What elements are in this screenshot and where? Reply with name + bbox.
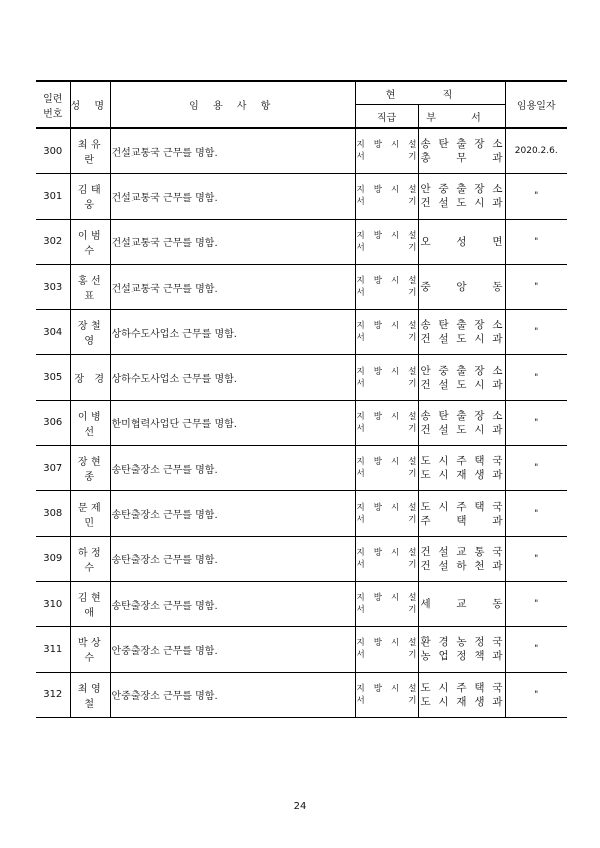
appointment-text: 안중출장소 근무를 명함. xyxy=(110,627,355,672)
department-cell: 도 시 주 택 국 도 시 재 생 과 xyxy=(418,446,505,491)
department-cell: 환 경 농 정 국 농 업 정 책 과 xyxy=(418,627,505,672)
person-name: 이범수 xyxy=(70,219,110,264)
appointment-date: " xyxy=(505,310,567,355)
appointment-date: 2020.2.6. xyxy=(505,128,567,174)
appointment-date: " xyxy=(505,536,567,581)
serial-number: 301 xyxy=(36,174,70,219)
table-row xyxy=(36,672,567,717)
serial-header: 일련 번호 xyxy=(36,81,70,128)
appointment-date: " xyxy=(505,581,567,626)
department-cell: 송 탄 출 장 소 건 설 도 시 과 xyxy=(418,400,505,445)
appointment-date: " xyxy=(505,446,567,491)
appointment-text: 건설교통국 근무를 명함. xyxy=(110,219,355,264)
appointment-text: 송탄출장소 근무를 명함. xyxy=(110,536,355,581)
person-name: 장 경 xyxy=(70,355,110,400)
person-name: 박상수 xyxy=(70,627,110,672)
serial-number: 309 xyxy=(36,536,70,581)
table-row xyxy=(36,355,567,400)
appointment-date: " xyxy=(505,627,567,672)
serial-number: 311 xyxy=(36,627,70,672)
table-row xyxy=(36,491,567,536)
grade-cell: 지 방 시 설 서 기 xyxy=(355,264,418,309)
current-position-header: 현 직 xyxy=(355,81,505,105)
person-name: 이병선 xyxy=(70,400,110,445)
grade-cell: 지 방 시 설 서 기 xyxy=(355,219,418,264)
name-header: 성 명 xyxy=(70,81,110,128)
serial-number: 308 xyxy=(36,491,70,536)
table-row xyxy=(36,310,567,355)
appointment-text: 한미협력사업단 근무를 명함. xyxy=(110,400,355,445)
appointment-date: " xyxy=(505,264,567,309)
appointment-text: 건설교통국 근무를 명함. xyxy=(110,174,355,219)
person-name: 하정수 xyxy=(70,536,110,581)
appointment-date: " xyxy=(505,672,567,717)
department-cell: 송 탄 출 장 소 총 무 과 xyxy=(418,128,505,174)
appointment-header: 임 용 사 항 xyxy=(110,81,355,128)
table-row xyxy=(36,174,567,219)
person-name: 김태웅 xyxy=(70,174,110,219)
appointment-table xyxy=(36,80,567,718)
grade-cell: 지 방 시 설 서 기 xyxy=(355,581,418,626)
department-cell: 오 성 면 xyxy=(418,219,505,264)
appointment-text: 상하수도사업소 근무를 명함. xyxy=(110,355,355,400)
person-name: 최유란 xyxy=(70,128,110,174)
serial-number: 312 xyxy=(36,672,70,717)
department-cell: 안 중 출 장 소 건 설 도 시 과 xyxy=(418,355,505,400)
grade-cell: 지 방 시 설 서 기 xyxy=(355,627,418,672)
table-row xyxy=(36,536,567,581)
appointment-date: " xyxy=(505,355,567,400)
page-number: 24 xyxy=(293,801,307,812)
department-cell: 세 교 동 xyxy=(418,581,505,626)
person-name: 홍선표 xyxy=(70,264,110,309)
serial-number: 300 xyxy=(36,128,70,174)
grade-header: 직급 xyxy=(355,105,418,129)
serial-number: 303 xyxy=(36,264,70,309)
department-cell: 도 시 주 택 국 도 시 재 생 과 xyxy=(418,672,505,717)
person-name: 장현종 xyxy=(70,446,110,491)
person-name: 장철영 xyxy=(70,310,110,355)
department-cell: 도 시 주 택 국 주 택 과 xyxy=(418,491,505,536)
grade-cell: 지 방 시 설 서 기 xyxy=(355,672,418,717)
department-cell: 중 앙 동 xyxy=(418,264,505,309)
table-row xyxy=(36,446,567,491)
grade-cell: 지 방 시 설 서 기 xyxy=(355,128,418,174)
appointment-text: 송탄출장소 근무를 명함. xyxy=(110,581,355,626)
department-cell: 건 설 교 통 국 건 설 하 천 과 xyxy=(418,536,505,581)
table-row xyxy=(36,627,567,672)
grade-cell: 지 방 시 설 서 기 xyxy=(355,491,418,536)
table-row xyxy=(36,219,567,264)
appointment-text: 건설교통국 근무를 명함. xyxy=(110,264,355,309)
appointment-text: 송탄출장소 근무를 명함. xyxy=(110,446,355,491)
appointment-date: " xyxy=(505,174,567,219)
table-row xyxy=(36,128,567,174)
dept-header: 부 서 xyxy=(418,105,505,129)
grade-cell: 지 방 시 설 서 기 xyxy=(355,174,418,219)
table-row xyxy=(36,264,567,309)
serial-number: 302 xyxy=(36,219,70,264)
person-name: 최영철 xyxy=(70,672,110,717)
table-row xyxy=(36,581,567,626)
serial-number: 306 xyxy=(36,400,70,445)
appointment-date: " xyxy=(505,491,567,536)
appointment-text: 안중출장소 근무를 명함. xyxy=(110,672,355,717)
serial-number: 307 xyxy=(36,446,70,491)
serial-number: 305 xyxy=(36,355,70,400)
appointment-date: " xyxy=(505,400,567,445)
grade-cell: 지 방 시 설 서 기 xyxy=(355,310,418,355)
grade-cell: 지 방 시 설 서 기 xyxy=(355,446,418,491)
appointment-text: 송탄출장소 근무를 명함. xyxy=(110,491,355,536)
serial-number: 310 xyxy=(36,581,70,626)
table-row xyxy=(36,400,567,445)
appointment-text: 건설교통국 근무를 명함. xyxy=(110,128,355,174)
grade-cell: 지 방 시 설 서 기 xyxy=(355,536,418,581)
department-cell: 안 중 출 장 소 건 설 도 시 과 xyxy=(418,174,505,219)
appointment-text: 상하수도사업소 근무를 명함. xyxy=(110,310,355,355)
date-header: 임용일자 xyxy=(505,81,567,128)
serial-number: 304 xyxy=(36,310,70,355)
person-name: 문제민 xyxy=(70,491,110,536)
department-cell: 송 탄 출 장 소 건 설 도 시 과 xyxy=(418,310,505,355)
person-name: 김현애 xyxy=(70,581,110,626)
grade-cell: 지 방 시 설 서 기 xyxy=(355,400,418,445)
appointment-date: " xyxy=(505,219,567,264)
grade-cell: 지 방 시 설 서 기 xyxy=(355,355,418,400)
